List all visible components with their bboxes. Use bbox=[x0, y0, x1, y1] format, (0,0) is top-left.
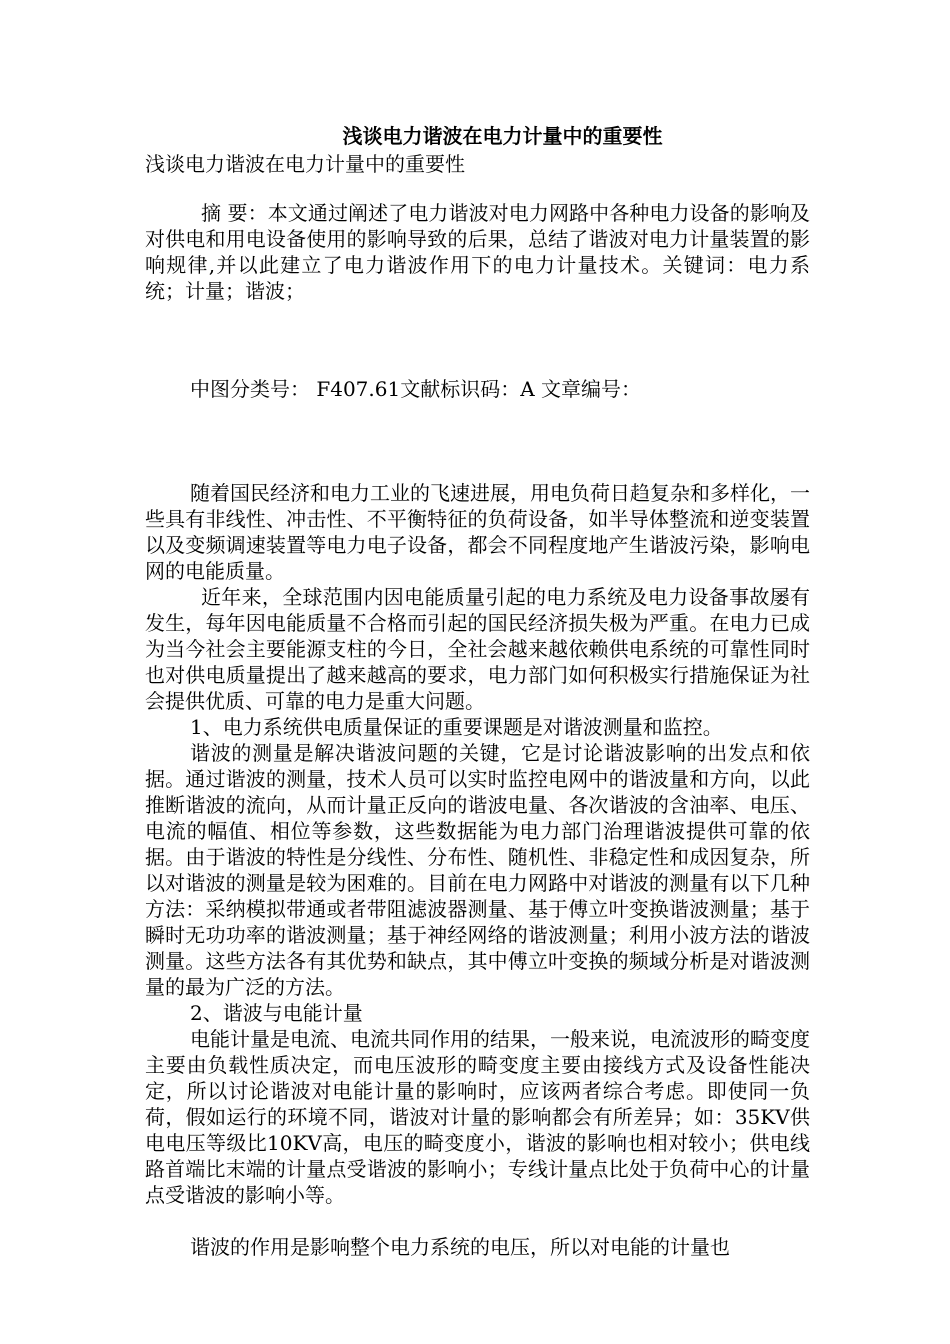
body-paragraph: 谐波的作用是影响整个电力系统的电压，所以对电能的计量也 bbox=[190, 1235, 730, 1259]
section-heading: 1、电力系统供电质量保证的重要课题是对谐波测量和监控。 bbox=[190, 715, 723, 739]
document-title: 浅谈电力谐波在电力计量中的重要性 bbox=[342, 124, 663, 148]
classification-line: 中图分类号： F407.61文献标识码：A 文章编号： bbox=[190, 377, 642, 401]
document-body bbox=[145, 122, 810, 1260]
body-paragraph: 电能计量是电流、电流共同作用的结果，一般来说，电流波形的畸变度主要由负载性质决定，而电压波形的畸变度主要由接线方式及设备性能决定，所以讨论谐波对电能计量的影响时，应该两者综合考虑。即使同一负荷，假如运行的环境不同，谐波对计量的影响都会有所差异；如：35KV供电电压等级比10KV高，电压的畸变度小，谐波的影响也相对较小；供电线路首端比末端的计量点受谐波的影响小；专线计量点比处于负荷中心的计量点受谐波的影响小等。 bbox=[145, 1027, 810, 1207]
paragraph-spacer bbox=[145, 1208, 810, 1234]
abstract-paragraph: 摘 要：本文通过阐述了电力谐波对电力网路中各种电力设备的影响及对供电和用电设备使用的影响导致的后果，总结了谐波对电力计量装置的影响规律,并以此建立了电力谐波作用下的电力计量技术。关键词：电力系统；计量；谐波； bbox=[145, 201, 810, 303]
section-heading: 2、谐波与电能计量 bbox=[190, 1001, 363, 1025]
document-subtitle: 浅谈电力谐波在电力计量中的重要性 bbox=[145, 152, 465, 176]
body-paragraph: 谐波的测量是解决谐波问题的关键，它是讨论谐波影响的出发点和依据。通过谐波的测量，技术人员可以实时监控电网中的谐波量和方向，以此推断谐波的流向，从而计量正反向的谐波电量、各次谐波的含油率、电压、电流的幅值、相位等参数，这些数据能为电力部门治理谐波提供可靠的依据。由于谐波的特性是分线性、分布性、随机性、非稳定性和成因复杂，所以对谐波的测量是较为困难的。目前在电力网路中对谐波的测量有以下几种方法：采纳模拟带通或者带阻滤波器测量、基于傅立叶变换谐波测量；基于瞬时无功功率的谐波测量；基于神经网络的谐波测量；利用小波方法的谐波测量。这些方法各有其优势和缺点，其中傅立叶变换的频域分析是对谐波测量的最为广泛的方法。 bbox=[145, 741, 810, 999]
body-paragraph: 随着国民经济和电力工业的飞速进展，用电负荷日趋复杂和多样化，一些具有非线性、冲击性、不平衡特征的负荷设备，如半导体整流和逆变装置以及变频调速装置等电力电子设备，都会不同程度地产生谐波污染，影响电网的电能质量。 bbox=[145, 481, 810, 583]
body-paragraph: 近年来，全球范围内因电能质量引起的电力系统及电力设备事故屡有发生，每年因电能质量不合格而引起的国民经济损失极为严重。在电力已成为当今社会主要能源支柱的今日，全社会越来越依赖供电系统的可靠性同时也对供电质量提出了越来越高的要求，电力部门如何积极实行措施保证为社会提供优质、可靠的电力是重大问题。 bbox=[145, 585, 810, 713]
